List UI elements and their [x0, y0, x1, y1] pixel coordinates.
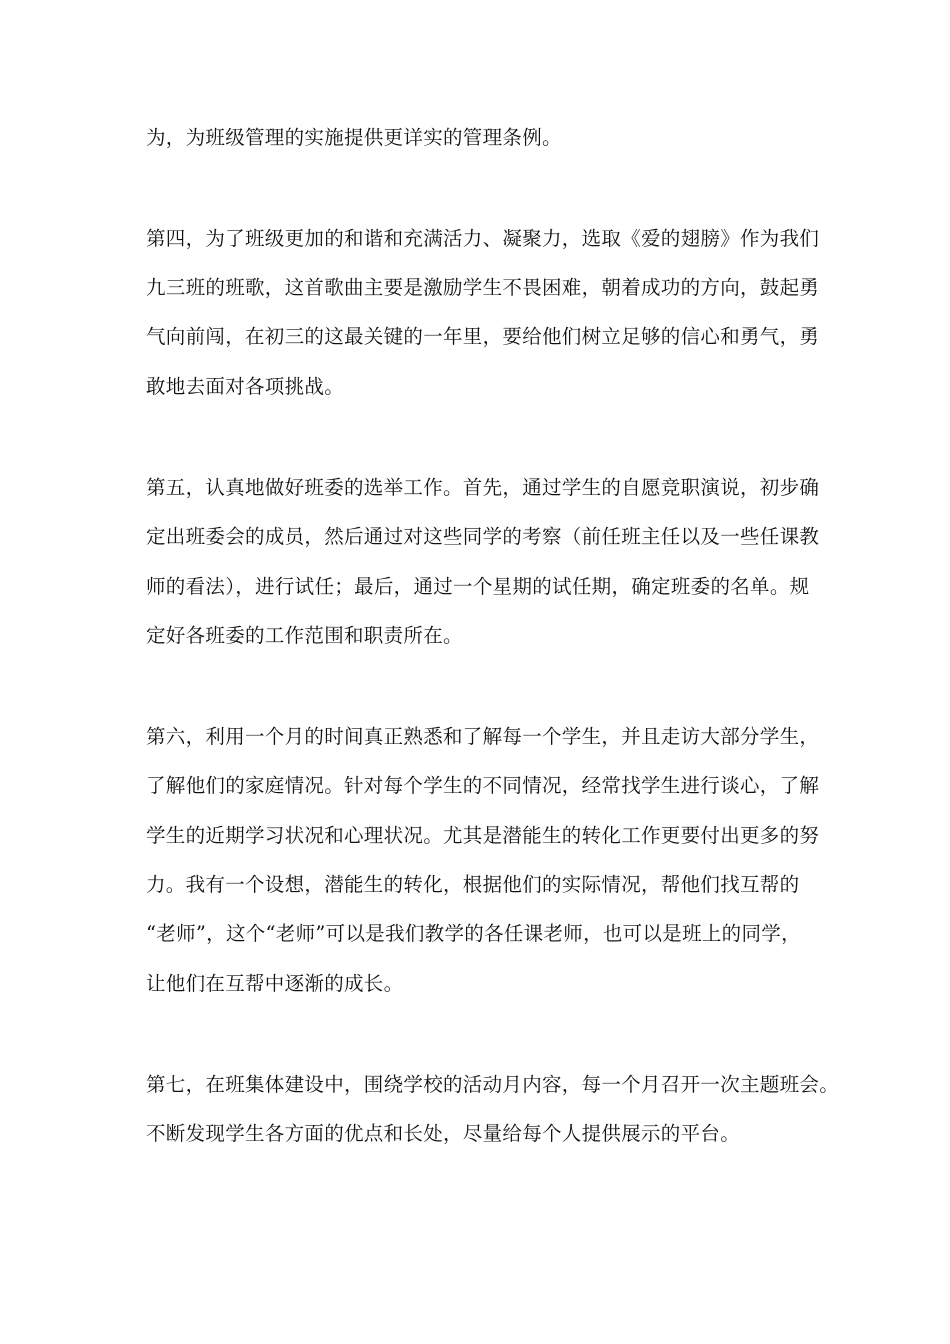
- paragraph-5-line-1: 第七，在班集体建设中，围绕学校的活动月内容，每一个月召开一次主题班会。: [146, 1073, 840, 1096]
- paragraph-3-line-4: 定好各班委的工作范围和职责所在。: [146, 624, 463, 647]
- paragraph-4-line-6: 让他们在互帮中逐渐的成长。: [146, 972, 404, 995]
- paragraph-4-line-1: 第六，利用一个月的时间真正熟悉和了解每一个学生，并且走访大部分学生，: [146, 725, 820, 748]
- paragraph-1-line-1: 为，为班级管理的实施提供更详实的管理条例。: [146, 126, 562, 149]
- paragraph-3-line-3: 师的看法），进行试任；最后，通过一个星期的试任期，确定班委的名单。规: [146, 575, 810, 598]
- paragraph-2-line-3: 气向前闯，在初三的这最关键的一年里，要给他们树立足够的信心和勇气，勇: [146, 325, 820, 348]
- paragraph-2-line-4: 敢地去面对各项挑战。: [146, 375, 345, 398]
- paragraph-3-line-2: 定出班委会的成员，然后通过对这些同学的考察（前任班主任以及一些任课教: [146, 525, 820, 548]
- paragraph-2-line-1: 第四，为了班级更加的和谐和充满活力、凝聚力，选取《爱的翅膀》作为我们: [146, 227, 820, 250]
- paragraph-3-line-1: 第五，认真地做好班委的选举工作。首先，通过学生的自愿竞职演说，初步确: [146, 476, 820, 499]
- paragraph-4-line-2: 了解他们的家庭情况。针对每个学生的不同情况，经常找学生进行谈心，了解: [146, 774, 820, 797]
- paragraph-2-line-2: 九三班的班歌，这首歌曲主要是激励学生不畏困难，朝着成功的方向，鼓起勇: [146, 276, 820, 299]
- paragraph-5-line-2: 不断发现学生各方面的优点和长处，尽量给每个人提供展示的平台。: [146, 1122, 741, 1145]
- paragraph-4-line-4: 力。我有一个设想，潜能生的转化，根据他们的实际情况，帮他们找互帮的: [146, 873, 800, 896]
- paragraph-4-line-5: “老师”，这个“老师”可以是我们教学的各任课老师，也可以是班上的同学，: [146, 922, 801, 945]
- paragraph-4-line-3: 学生的近期学习状况和心理状况。尤其是潜能生的转化工作更要付出更多的努: [146, 824, 820, 847]
